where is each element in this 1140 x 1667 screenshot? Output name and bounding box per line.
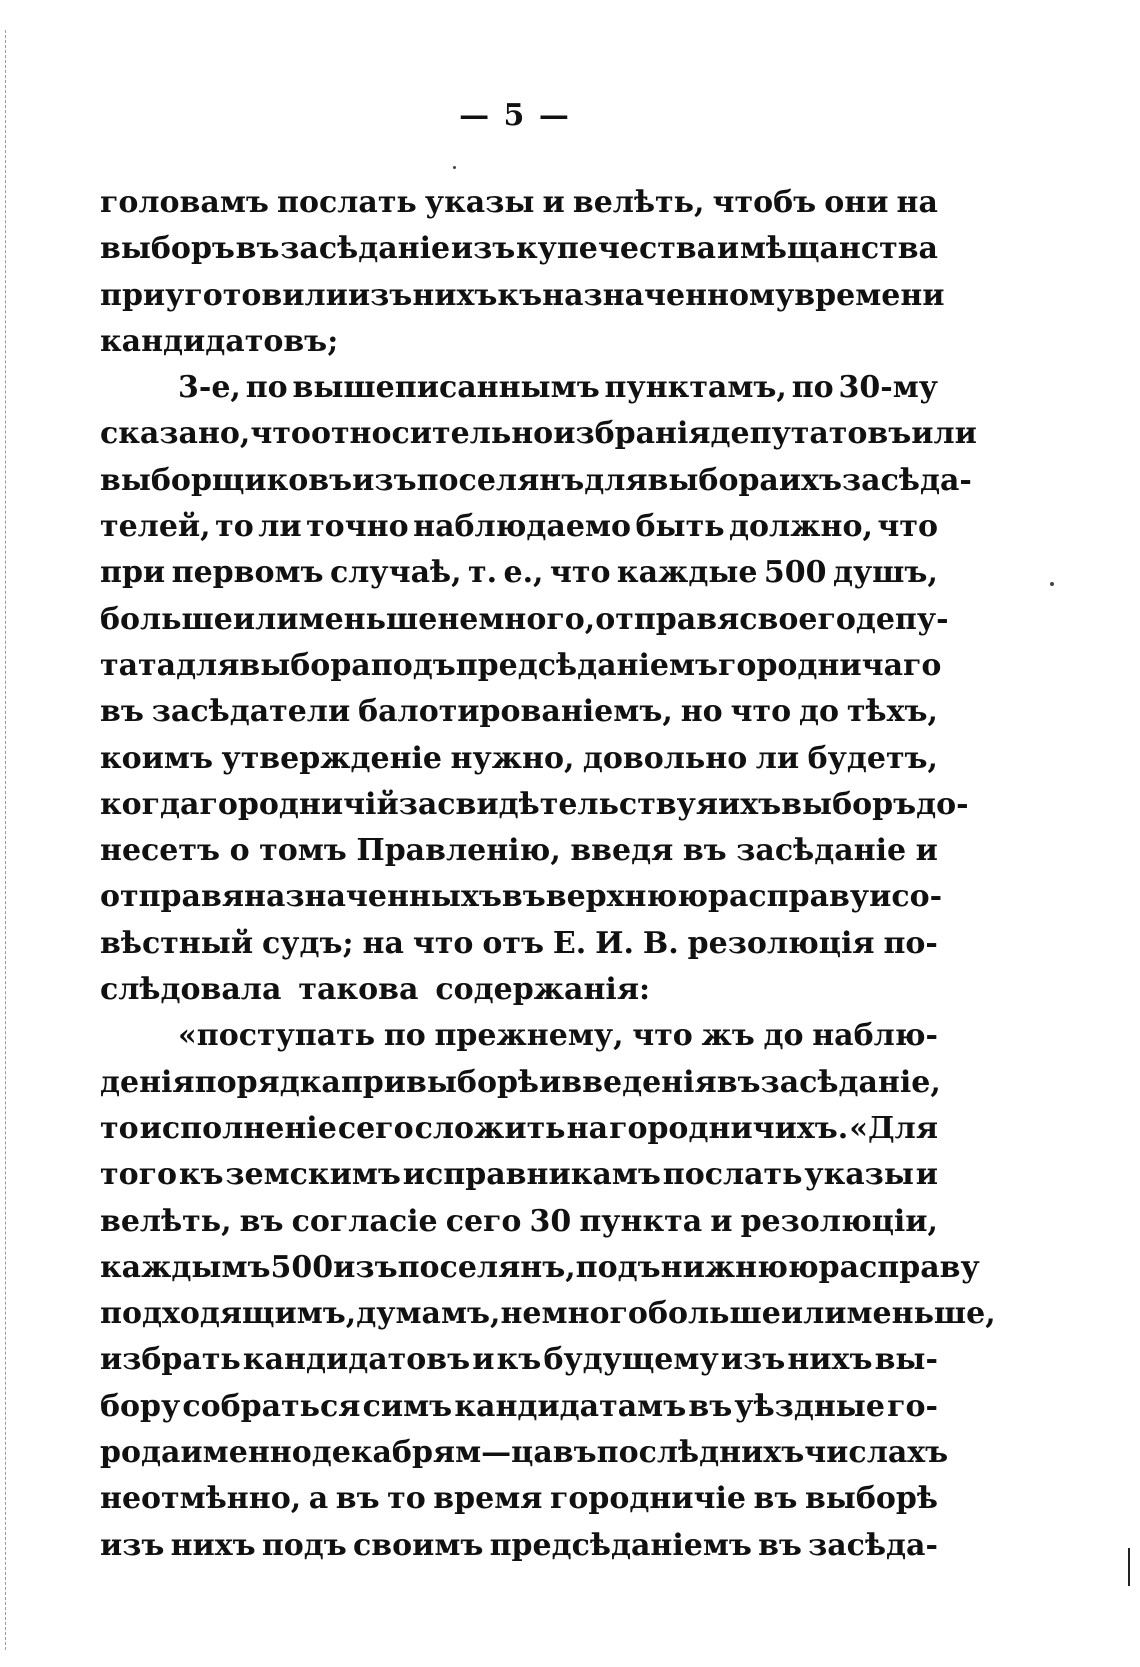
text-word: будетъ, bbox=[807, 740, 938, 776]
text-word: засѣданіе, bbox=[760, 1064, 941, 1100]
text-word: порядка bbox=[194, 1064, 341, 1100]
text-line bbox=[100, 273, 945, 319]
text-word: избранія bbox=[553, 416, 711, 452]
text-word: до bbox=[763, 1018, 804, 1054]
text-word: довольно bbox=[582, 740, 748, 776]
text-word: кандидатовъ; bbox=[100, 323, 339, 359]
text-word: И. bbox=[595, 925, 634, 961]
text-line bbox=[100, 1013, 938, 1059]
text-line bbox=[100, 1245, 980, 1291]
text-word: душъ, bbox=[832, 555, 938, 591]
text-word: изъ bbox=[100, 1527, 165, 1563]
text-word: въ bbox=[758, 1527, 802, 1563]
text-word: но bbox=[680, 694, 723, 730]
text-word: 500 bbox=[763, 555, 827, 591]
text-word: велѣть, bbox=[572, 185, 705, 220]
text-word: со- bbox=[891, 879, 943, 915]
text-word: денія bbox=[100, 1064, 195, 1100]
text-word: меньше bbox=[298, 601, 438, 637]
text-word: своимъ bbox=[352, 1527, 484, 1563]
text-word: согласіе bbox=[291, 1203, 438, 1239]
text-word: или bbox=[232, 601, 299, 637]
text-word: немного bbox=[500, 1296, 648, 1332]
text-word: выборъ bbox=[781, 786, 917, 822]
text-word: коимъ bbox=[100, 740, 213, 776]
text-word: пункта bbox=[579, 1203, 703, 1239]
text-word: несетъ bbox=[100, 833, 220, 869]
text-word: симъ bbox=[362, 1388, 453, 1424]
text-word: ли bbox=[258, 509, 302, 545]
text-word: время bbox=[433, 1481, 543, 1517]
text-word: телей, bbox=[100, 509, 211, 545]
text-word: бору bbox=[100, 1388, 181, 1424]
text-word: въ bbox=[501, 879, 546, 915]
text-word: подъ bbox=[575, 1249, 661, 1285]
text-word: утвержденіе bbox=[221, 740, 443, 776]
text-word: то bbox=[215, 509, 254, 545]
text-word: каждымъ bbox=[100, 1249, 271, 1285]
text-word: назначенныхъ bbox=[243, 879, 502, 915]
text-word: вѣстный bbox=[100, 925, 254, 961]
text-word: изъ bbox=[333, 1249, 398, 1285]
text-word: 30 bbox=[529, 1203, 572, 1239]
text-word: до bbox=[799, 694, 840, 730]
text-word: нихъ bbox=[787, 1342, 873, 1378]
text-word: слѣдовала bbox=[100, 972, 282, 1008]
text-word: то bbox=[387, 1481, 426, 1517]
text-word: и bbox=[539, 1064, 562, 1100]
text-word: того bbox=[100, 1157, 177, 1193]
text-word: по- bbox=[883, 925, 938, 961]
text-word: изъ bbox=[450, 231, 516, 267]
text-word: указы bbox=[424, 185, 535, 220]
text-word: отправя bbox=[100, 879, 244, 915]
text-word: пунктамъ, bbox=[604, 370, 787, 406]
text-word: кандидатамъ bbox=[454, 1388, 687, 1424]
text-word: и bbox=[915, 1157, 938, 1193]
text-word: балотированіемъ, bbox=[358, 694, 673, 730]
text-word: Е. bbox=[552, 925, 587, 961]
text-word: засѣда- bbox=[808, 1527, 938, 1563]
text-word: должно, bbox=[729, 509, 873, 545]
text-line bbox=[100, 1199, 938, 1245]
text-word: то bbox=[100, 1110, 139, 1146]
text-word: изъ bbox=[347, 277, 413, 313]
text-word: больше bbox=[100, 601, 233, 637]
text-word: земскимъ bbox=[225, 1157, 401, 1193]
text-line bbox=[100, 550, 938, 596]
text-word: числахъ bbox=[804, 1435, 949, 1471]
text-word: жъ bbox=[701, 1018, 755, 1054]
text-word: меньше, bbox=[846, 1296, 996, 1332]
text-word: на bbox=[896, 185, 938, 220]
text-word: наблюдаемо bbox=[413, 509, 632, 545]
text-word: городничихъ. bbox=[609, 1110, 849, 1146]
text-word: подъ bbox=[370, 647, 456, 683]
text-line bbox=[100, 874, 943, 920]
text-word: въ bbox=[753, 1481, 798, 1517]
text-word: исправникамъ bbox=[402, 1157, 661, 1193]
text-word: приуготовили bbox=[100, 277, 348, 313]
text-word: введя bbox=[570, 833, 674, 869]
text-word: ли bbox=[755, 740, 800, 776]
text-word: въ bbox=[716, 1064, 761, 1100]
text-line bbox=[100, 180, 938, 226]
text-word: го- bbox=[887, 1388, 938, 1424]
text-word: относительно bbox=[310, 416, 554, 452]
text-line bbox=[100, 1060, 941, 1106]
text-word: къ bbox=[496, 1342, 542, 1378]
text-word: въ bbox=[335, 1481, 380, 1517]
text-word: В. bbox=[642, 925, 679, 961]
text-line bbox=[100, 689, 938, 735]
text-word: введенія bbox=[561, 1064, 717, 1100]
text-word: что bbox=[412, 925, 474, 961]
text-line bbox=[100, 319, 938, 365]
text-word: неотмѣнно, bbox=[100, 1481, 302, 1517]
body-text bbox=[100, 180, 996, 1569]
text-word: на bbox=[362, 925, 404, 961]
text-word: къ bbox=[497, 277, 543, 313]
text-word: засѣданіе bbox=[736, 833, 907, 869]
text-word: 500 bbox=[270, 1249, 334, 1285]
text-word: послѣднихъ bbox=[596, 1435, 805, 1471]
text-word: именно bbox=[180, 1435, 312, 1471]
text-word: выбора bbox=[647, 462, 779, 498]
text-word: указы bbox=[804, 1157, 914, 1193]
text-line bbox=[100, 504, 938, 550]
text-word: нижнюю bbox=[660, 1249, 819, 1285]
text-word: купечества bbox=[515, 231, 717, 267]
text-line bbox=[100, 921, 938, 967]
text-word: нихъ bbox=[412, 277, 498, 313]
text-word: когда bbox=[100, 786, 200, 822]
text-word: и bbox=[542, 185, 565, 220]
text-word: по bbox=[791, 370, 834, 406]
text-word: поселянъ bbox=[416, 462, 585, 498]
text-word: вы- bbox=[874, 1342, 938, 1378]
text-word: или bbox=[911, 416, 977, 452]
text-word: 3-е, bbox=[178, 370, 241, 406]
text-word: депу- bbox=[855, 601, 949, 637]
text-word: «поступать bbox=[178, 1018, 376, 1054]
text-word: уѣздные bbox=[734, 1388, 885, 1424]
text-word: избрать bbox=[100, 1342, 241, 1378]
text-word: отъ bbox=[482, 925, 544, 961]
text-word: назначенному bbox=[542, 277, 795, 313]
text-word: выбора bbox=[239, 647, 371, 683]
text-word: больше bbox=[647, 1296, 781, 1332]
text-word: резолюція bbox=[687, 925, 875, 961]
text-line bbox=[100, 1476, 938, 1522]
text-line bbox=[100, 828, 938, 874]
text-word: и bbox=[716, 231, 740, 267]
text-word: м—ца bbox=[455, 1435, 553, 1471]
text-line bbox=[100, 736, 938, 782]
text-word: Правленію, bbox=[356, 833, 561, 869]
text-word: такова bbox=[298, 972, 419, 1008]
text-word: 30-му bbox=[838, 370, 938, 406]
text-word: томъ bbox=[259, 833, 347, 869]
text-word: каждые bbox=[616, 555, 758, 591]
text-word: времени bbox=[794, 277, 945, 313]
text-word: рода bbox=[100, 1435, 181, 1471]
text-word: по bbox=[383, 1018, 426, 1054]
text-word: въ bbox=[235, 231, 280, 267]
text-word: что bbox=[730, 694, 792, 730]
text-word: предсѣданіемъ bbox=[455, 647, 719, 683]
text-word: собраться bbox=[182, 1388, 361, 1424]
text-word: немного, bbox=[437, 601, 596, 637]
text-word: точно bbox=[306, 509, 409, 545]
text-word: выборъ bbox=[100, 231, 235, 267]
text-word: послать bbox=[662, 1157, 803, 1193]
text-word: декабря bbox=[311, 1435, 456, 1471]
text-word: подходящимъ, bbox=[100, 1296, 357, 1332]
text-line bbox=[100, 1430, 949, 1476]
text-line bbox=[100, 1106, 938, 1152]
text-word: послать bbox=[277, 185, 417, 220]
text-word: вышеписаннымъ bbox=[292, 370, 600, 406]
text-word: содержанія: bbox=[435, 972, 651, 1008]
text-line bbox=[100, 782, 969, 828]
text-word: засвидѣтельствуя bbox=[398, 786, 718, 822]
text-word: е., bbox=[503, 555, 544, 591]
text-word: въ bbox=[239, 1203, 284, 1239]
text-word: головамъ bbox=[100, 185, 269, 220]
text-word: и bbox=[472, 1342, 495, 1378]
text-word: въ bbox=[688, 1388, 733, 1424]
text-word: что bbox=[250, 416, 311, 452]
text-word: резолюціи, bbox=[740, 1203, 938, 1239]
text-word: сказано, bbox=[100, 416, 251, 452]
text-line bbox=[100, 365, 938, 411]
text-word: или bbox=[780, 1296, 847, 1332]
text-word: кандидатовъ bbox=[242, 1342, 471, 1378]
text-line bbox=[100, 411, 977, 457]
page-number: — 5 — bbox=[459, 98, 571, 133]
text-word: случаѣ, bbox=[330, 555, 462, 591]
text-word: исполненіе bbox=[139, 1110, 337, 1146]
text-word: что bbox=[877, 509, 938, 545]
text-line bbox=[100, 597, 949, 643]
text-word: судъ; bbox=[262, 925, 354, 961]
text-line bbox=[100, 1152, 938, 1198]
text-word: для bbox=[176, 647, 240, 683]
text-word: выборщиковъ bbox=[100, 462, 353, 498]
text-word: на bbox=[566, 1110, 609, 1146]
text-word: ихъ bbox=[778, 462, 843, 498]
text-word: и bbox=[710, 1203, 733, 1239]
text-word: при bbox=[340, 1064, 407, 1100]
text-word: и bbox=[915, 833, 938, 869]
text-word: что bbox=[632, 1018, 693, 1054]
page-edge-rule bbox=[5, 30, 6, 1650]
page-edge-mark bbox=[1128, 1548, 1130, 1586]
text-word: о bbox=[229, 833, 250, 869]
text-word: и bbox=[869, 879, 892, 915]
text-word: быть bbox=[635, 509, 725, 545]
text-line bbox=[100, 1523, 938, 1569]
text-word: ихъ bbox=[718, 786, 782, 822]
text-word: для bbox=[584, 462, 648, 498]
text-word: въ bbox=[552, 1435, 597, 1471]
print-speck bbox=[1050, 582, 1054, 586]
text-word: депутатовъ bbox=[710, 416, 912, 452]
text-word: своего bbox=[739, 601, 856, 637]
text-word: городничіе bbox=[549, 1481, 746, 1517]
text-word: предсѣданіемъ bbox=[489, 1527, 752, 1563]
text-word: тѣхъ, bbox=[846, 694, 938, 730]
text-word: при bbox=[100, 555, 166, 591]
print-speck bbox=[453, 166, 456, 169]
text-word: выборѣ bbox=[406, 1064, 540, 1100]
text-word: т. bbox=[468, 555, 498, 591]
text-word: расправу bbox=[818, 1249, 980, 1285]
text-word: наблю- bbox=[812, 1018, 938, 1054]
text-word: въ bbox=[100, 694, 144, 730]
text-word: будущему bbox=[543, 1342, 719, 1378]
text-word: отправя bbox=[595, 601, 740, 637]
text-word: нихъ bbox=[170, 1527, 256, 1563]
text-line bbox=[100, 1291, 996, 1337]
text-line bbox=[100, 458, 972, 504]
text-line bbox=[100, 1337, 938, 1383]
text-word: тата bbox=[100, 647, 177, 683]
text-word: засѣда- bbox=[842, 462, 972, 498]
text-word: поселянъ, bbox=[397, 1249, 576, 1285]
text-word: сего bbox=[337, 1110, 414, 1146]
text-word: что bbox=[549, 555, 611, 591]
text-word: изъ bbox=[352, 462, 417, 498]
text-word: до- bbox=[916, 786, 969, 822]
text-word: засѣданіе bbox=[280, 231, 451, 267]
text-word: велѣть, bbox=[100, 1203, 232, 1239]
text-line bbox=[100, 1384, 938, 1430]
text-word: думамъ, bbox=[356, 1296, 501, 1332]
text-word: сложить bbox=[414, 1110, 566, 1146]
text-word: выборѣ bbox=[804, 1481, 938, 1517]
text-word: въ bbox=[682, 833, 727, 869]
text-word: сего bbox=[445, 1203, 522, 1239]
text-word: прежнему, bbox=[434, 1018, 624, 1054]
text-word: верхнюю bbox=[545, 879, 708, 915]
text-word: они bbox=[824, 185, 889, 220]
text-line bbox=[100, 967, 938, 1013]
text-word: по bbox=[245, 370, 288, 406]
text-word: первомъ bbox=[171, 555, 324, 591]
text-word: нужно, bbox=[450, 740, 575, 776]
text-word: къ bbox=[178, 1157, 224, 1193]
text-word: засѣдатели bbox=[151, 694, 351, 730]
text-line bbox=[100, 226, 938, 272]
text-word: городничаго bbox=[718, 647, 942, 683]
text-word: подъ bbox=[261, 1527, 347, 1563]
text-word: «Для bbox=[849, 1110, 938, 1146]
text-word: городничій bbox=[199, 786, 399, 822]
text-word: расправу bbox=[708, 879, 870, 915]
text-word: а bbox=[308, 1481, 329, 1517]
text-word: мѣщанства bbox=[739, 231, 938, 267]
text-word: чтобъ bbox=[712, 185, 817, 220]
text-word: изъ bbox=[720, 1342, 786, 1378]
text-line bbox=[100, 643, 942, 689]
